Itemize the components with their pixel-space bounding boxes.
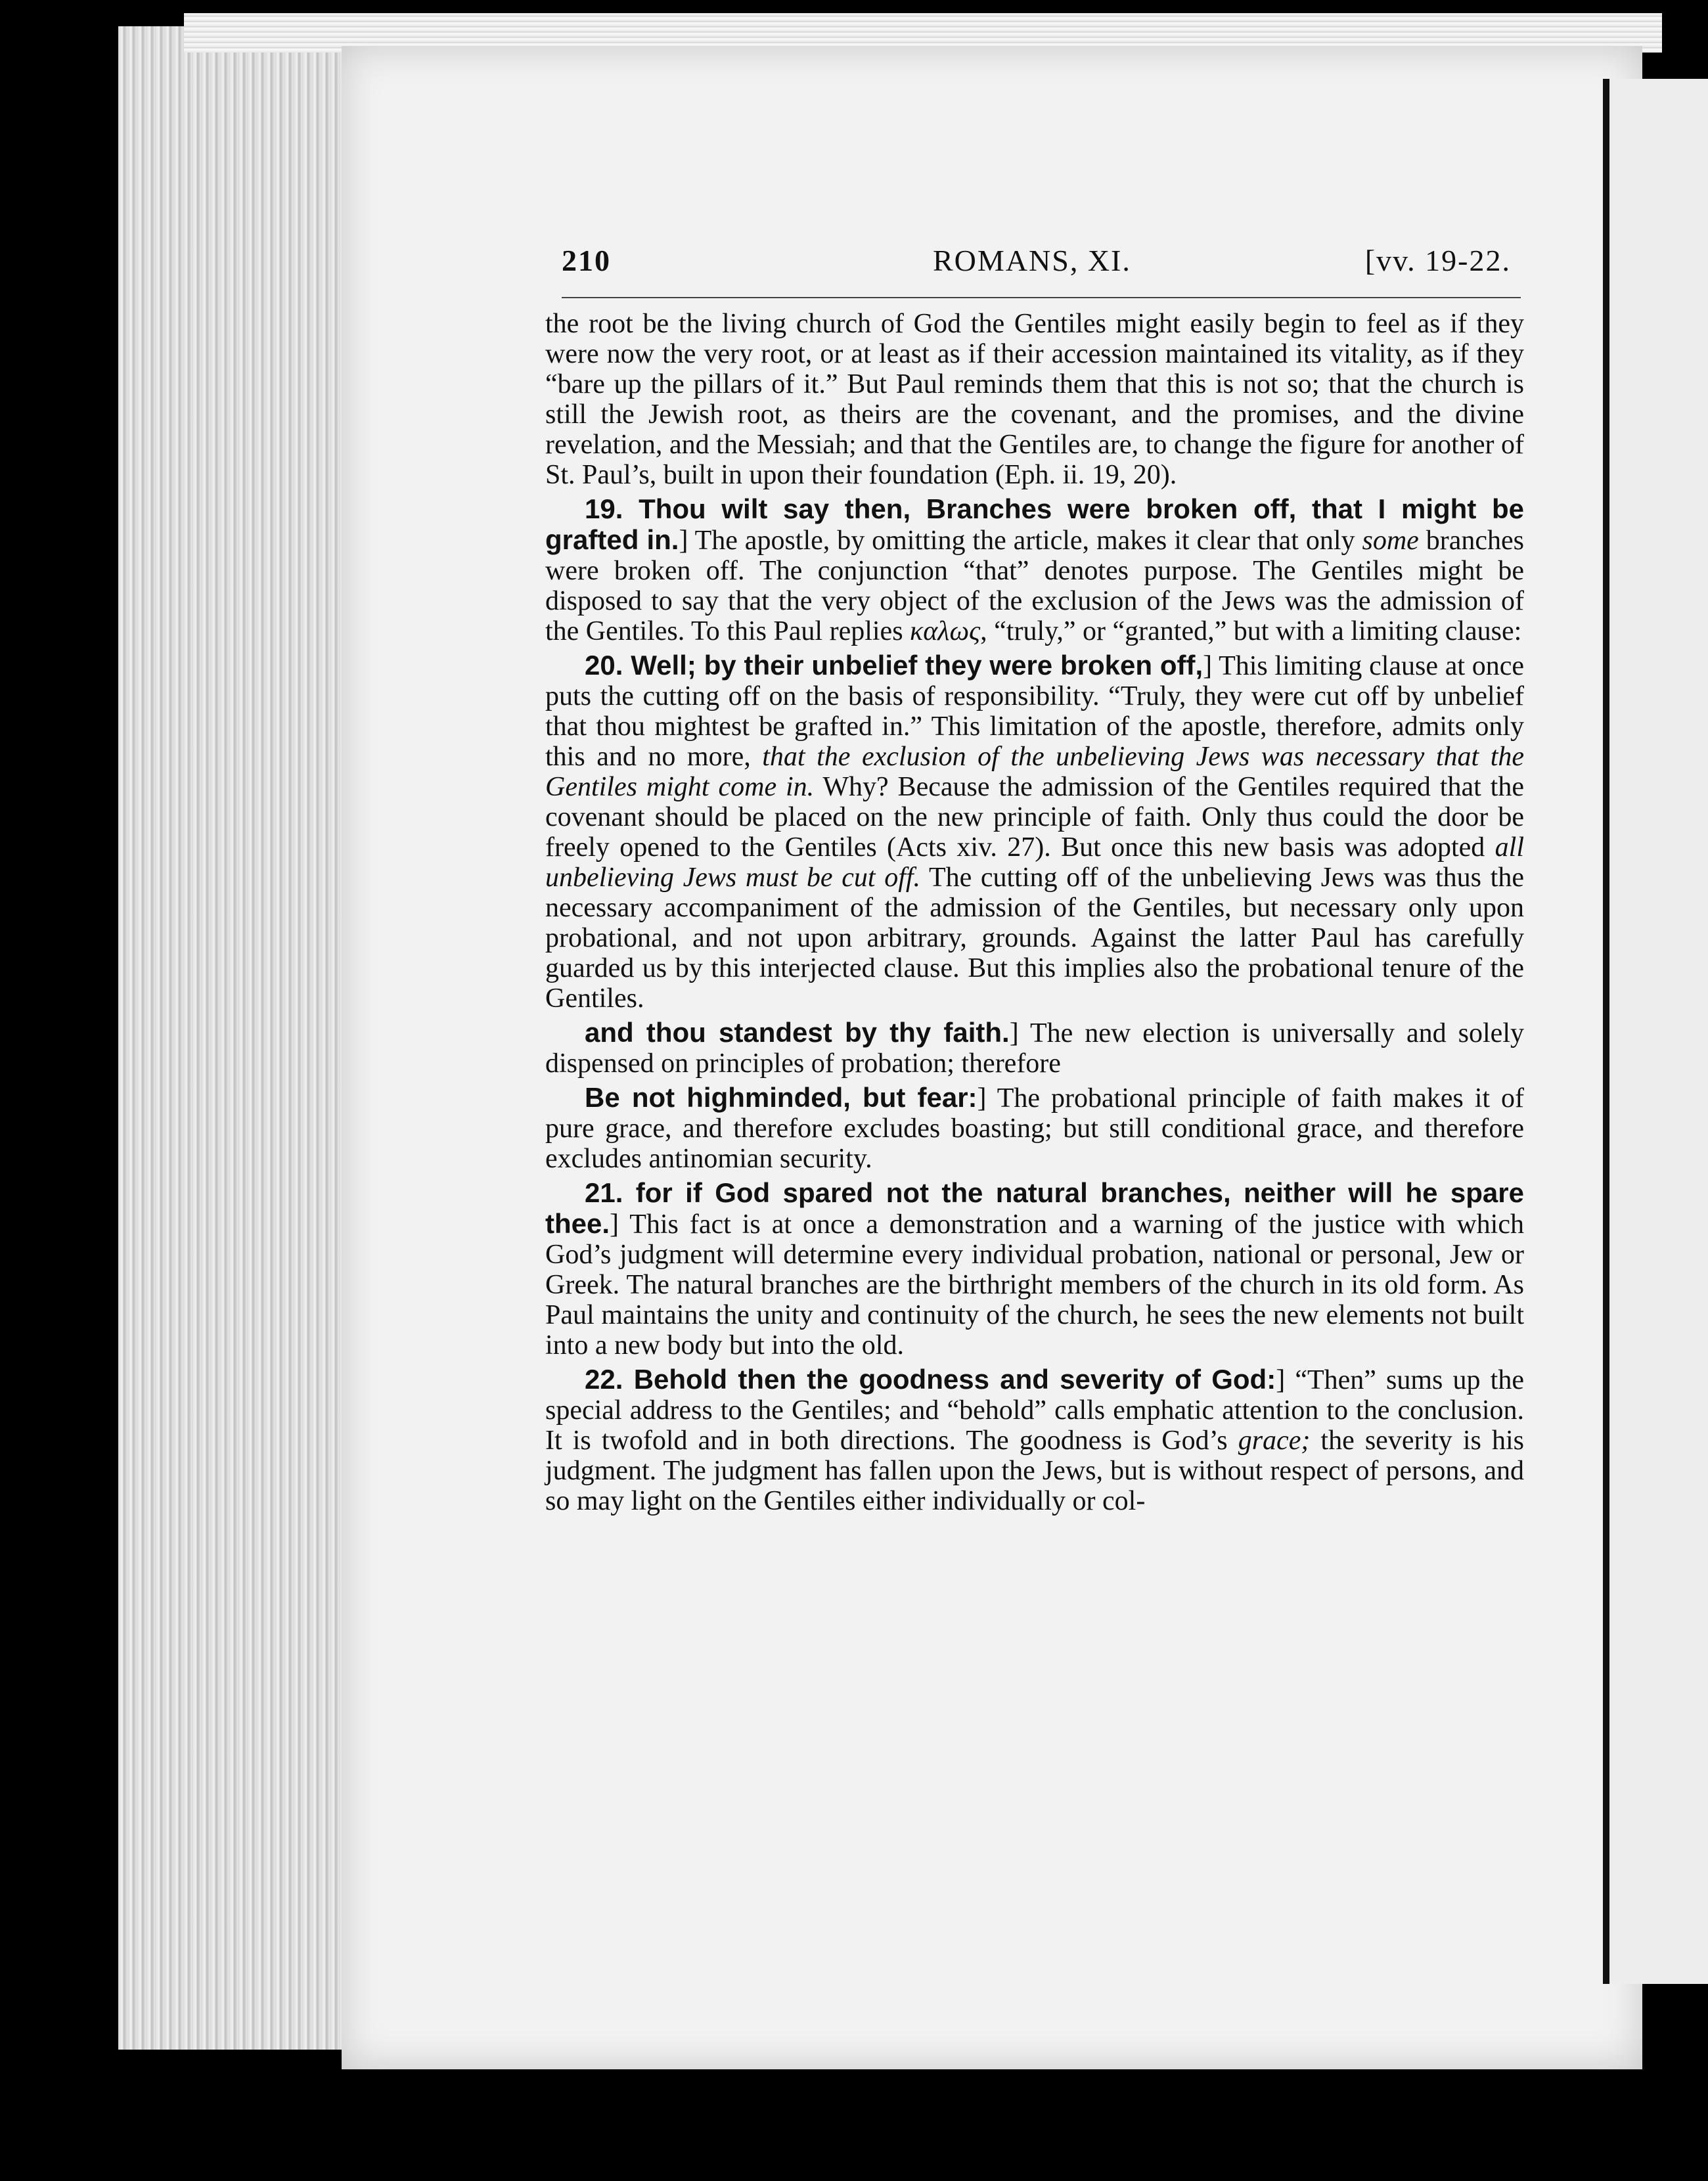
- paragraph: [545, 1364, 1524, 1516]
- paragraph: [545, 1178, 1524, 1360]
- italic-text: καλως: [910, 616, 981, 646]
- running-title: ROMANS, XI.: [933, 244, 1131, 277]
- verse-number: 22.: [585, 1364, 634, 1395]
- text-run: , “truly,” or “granted,” but with a limiting clause:: [980, 616, 1522, 646]
- lemma: Well; by their unbelief they were broken off,: [631, 650, 1203, 681]
- italic-text: some: [1362, 526, 1419, 556]
- verse-number: 21.: [585, 1177, 636, 1208]
- paragraph: [545, 1018, 1524, 1079]
- lemma: Be not highminded, but fear:: [585, 1082, 978, 1113]
- running-header: [562, 243, 1521, 289]
- text-run: ] This fact is at once a demonstration and a warning of the justice with which God’s judgment will determine every individual probation, national or personal, Jew or Greek. The natural branches are the birthright members of the church in its old form. As Paul maintains the unity and continuity of the church, he sees the new elements not built into a new body but into the old.: [545, 1209, 1524, 1360]
- paragraph: [545, 650, 1524, 1014]
- book-page-edges: [118, 26, 355, 2050]
- text-run: ] “Then” sums up the special address to the Gentiles; and “behold” calls emphatic attention to the conclusion. It is twofold and in both directions. The goodness is God’s: [545, 1365, 1524, 1456]
- lemma: Thou wilt say then, Branches were broken off, that I might be grafted in.: [545, 493, 1525, 555]
- text-run: ] The new election is universally and solely dispensed on principles of probation; therefore: [545, 1018, 1524, 1079]
- verse-number: 20.: [585, 650, 631, 681]
- text-run: The cutting off of the unbelieving Jews was thus the necessary accompaniment of the admission of the Gentiles, but necessary only upon probational, and not upon arbitrary, grounds. Against the latter Paul has carefully guarded us by this interjected clause. But this implies also the probational tenure of the Gentiles.: [545, 863, 1524, 1014]
- paragraph: [545, 494, 1524, 646]
- lemma: for if God spared not the natural branches, neither will he spare thee.: [545, 1177, 1524, 1239]
- text-run: ] The probational principle of faith makes it of pure grace, and therefore excludes boasting; but still conditional grace, and therefore excludes antinomian security.: [545, 1083, 1524, 1174]
- italic-text: grace;: [1238, 1426, 1311, 1456]
- italic-text: all unbelieving Jews must be cut off.: [545, 832, 1524, 893]
- text-run: ] This limiting clause at once puts the cutting off on the basis of responsibility. “Truly, they were cut off by unbelief that thou mightest be grafted in.” This limitation of the apostle, therefore, admits only this and no more,: [545, 651, 1524, 772]
- page-number: 210: [562, 244, 611, 277]
- text-run: branches were broken off. The conjunction “that” denotes purpose. The Gentiles might be disposed to say that the very object of the exclusion of the Jews was the admission of the Gentiles. To this Paul replies: [545, 526, 1524, 646]
- verse-number: 19.: [585, 493, 639, 524]
- lemma: and thou standest by thy faith.: [585, 1017, 1010, 1048]
- commentary-text: [545, 309, 1524, 1520]
- verse-range: [vv. 19-22.: [1364, 244, 1511, 277]
- text-run: the severity is his judgment. The judgment has fallen upon the Jews, but is without respect of persons, and so may light on the Gentiles either individually or col-: [545, 1426, 1524, 1516]
- paragraph: [545, 1083, 1524, 1174]
- italic-text: that the exclusion of the unbelieving Jews was necessary that the Gentiles might come in.: [545, 742, 1525, 802]
- text-run: Why? Because the admission of the Gentiles required that the covenant should be placed on the new principle of faith. Only thus could the door be freely opened to the Gentiles (Acts xiv. 27). But once this new basis was adopted: [545, 772, 1524, 863]
- text-run: the root be the living church of God the Gentiles might easily begin to feel as if they were now the very root, or at least as if their accession maintained its vitality, as if they “bare up the pillars of it.” But Paul reminds them that this is not so; that the church is still the Jewish root, as theirs are the covenant, and the promises, and the divine revelation, and the Messiah; and that the Gentiles are, to change the figure for another of St. Paul’s, built in upon their foundation (Eph. ii. 19, 20).: [545, 309, 1524, 490]
- text-run: ] The apostle, by omitting the article, makes it clear that only: [679, 526, 1362, 556]
- lemma: Behold then the goodness and severity of God:: [633, 1364, 1276, 1395]
- facing-page-edge: [1603, 79, 1708, 1984]
- paragraph: [545, 309, 1524, 490]
- header-rule: [562, 297, 1521, 298]
